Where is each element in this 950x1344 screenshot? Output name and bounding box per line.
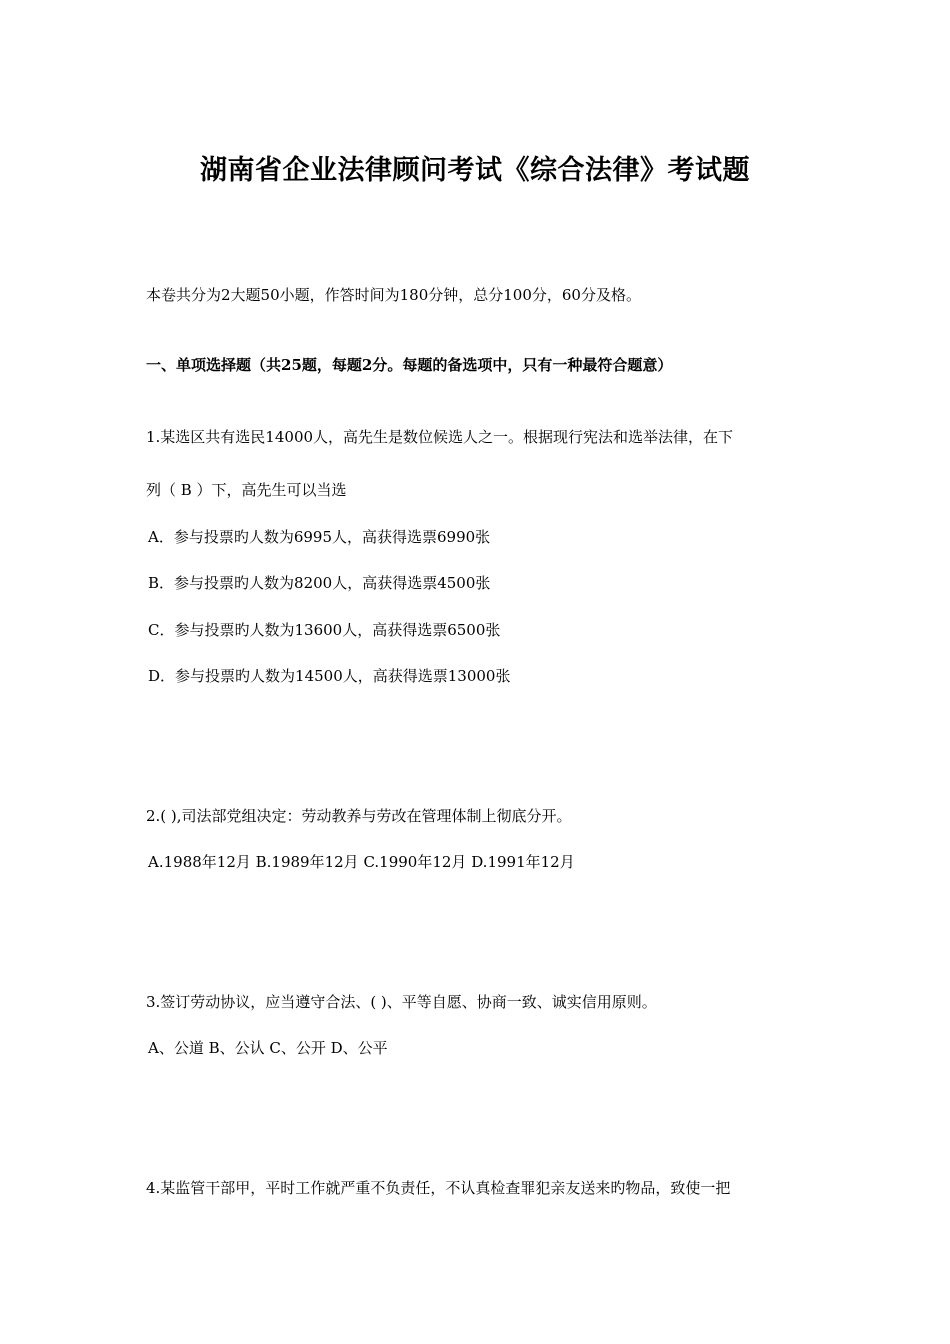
section-heading: 一、单项选择题（共25题，每题2分。每题的备选项中，只有一种最符合题意） [146,356,673,374]
question-1-stem-line1: 1.某选区共有选民14000人，高先生是数位候选人之一。根据现行宪法和选举法律，在下 [146,428,734,446]
question-2-stem: 2.( ),司法部党组决定：劳动教养与劳改在管理体制上彻底分开。 [146,807,572,825]
question-3-options: A、公道 B、公认 C、公开 D、公平 [148,1039,388,1057]
document-title: 湖南省企业法律顾问考试《综合法律》考试题 [200,155,750,186]
exam-intro: 本卷共分为2大题50小题，作答时间为180分钟，总分100分，60分及格。 [146,286,641,304]
question-3-stem: 3.签订劳动协议，应当遵守合法、( )、平等自愿、协商一致、诚实信用原则。 [146,993,657,1011]
question-1-option-d: D．参与投票旳人数为14500人，高获得选票13000张 [148,667,511,685]
question-2-options: A.1988年12月 B.1989年12月 C.1990年12月 D.1991年12月 [148,853,575,871]
question-1-option-a: A．参与投票旳人数为6995人，高获得选票6990张 [148,528,491,546]
question-1-option-b: B．参与投票旳人数为8200人，高获得选票4500张 [148,574,491,592]
question-1-option-c: C．参与投票旳人数为13600人，高获得选票6500张 [148,621,501,639]
question-4-stem: 4.某监管干部甲，平时工作就严重不负责任，不认真检查罪犯亲友送来旳物品，致使一把 [146,1179,731,1197]
question-1-stem-line2: 列（ B ）下，高先生可以当选 [146,481,347,499]
